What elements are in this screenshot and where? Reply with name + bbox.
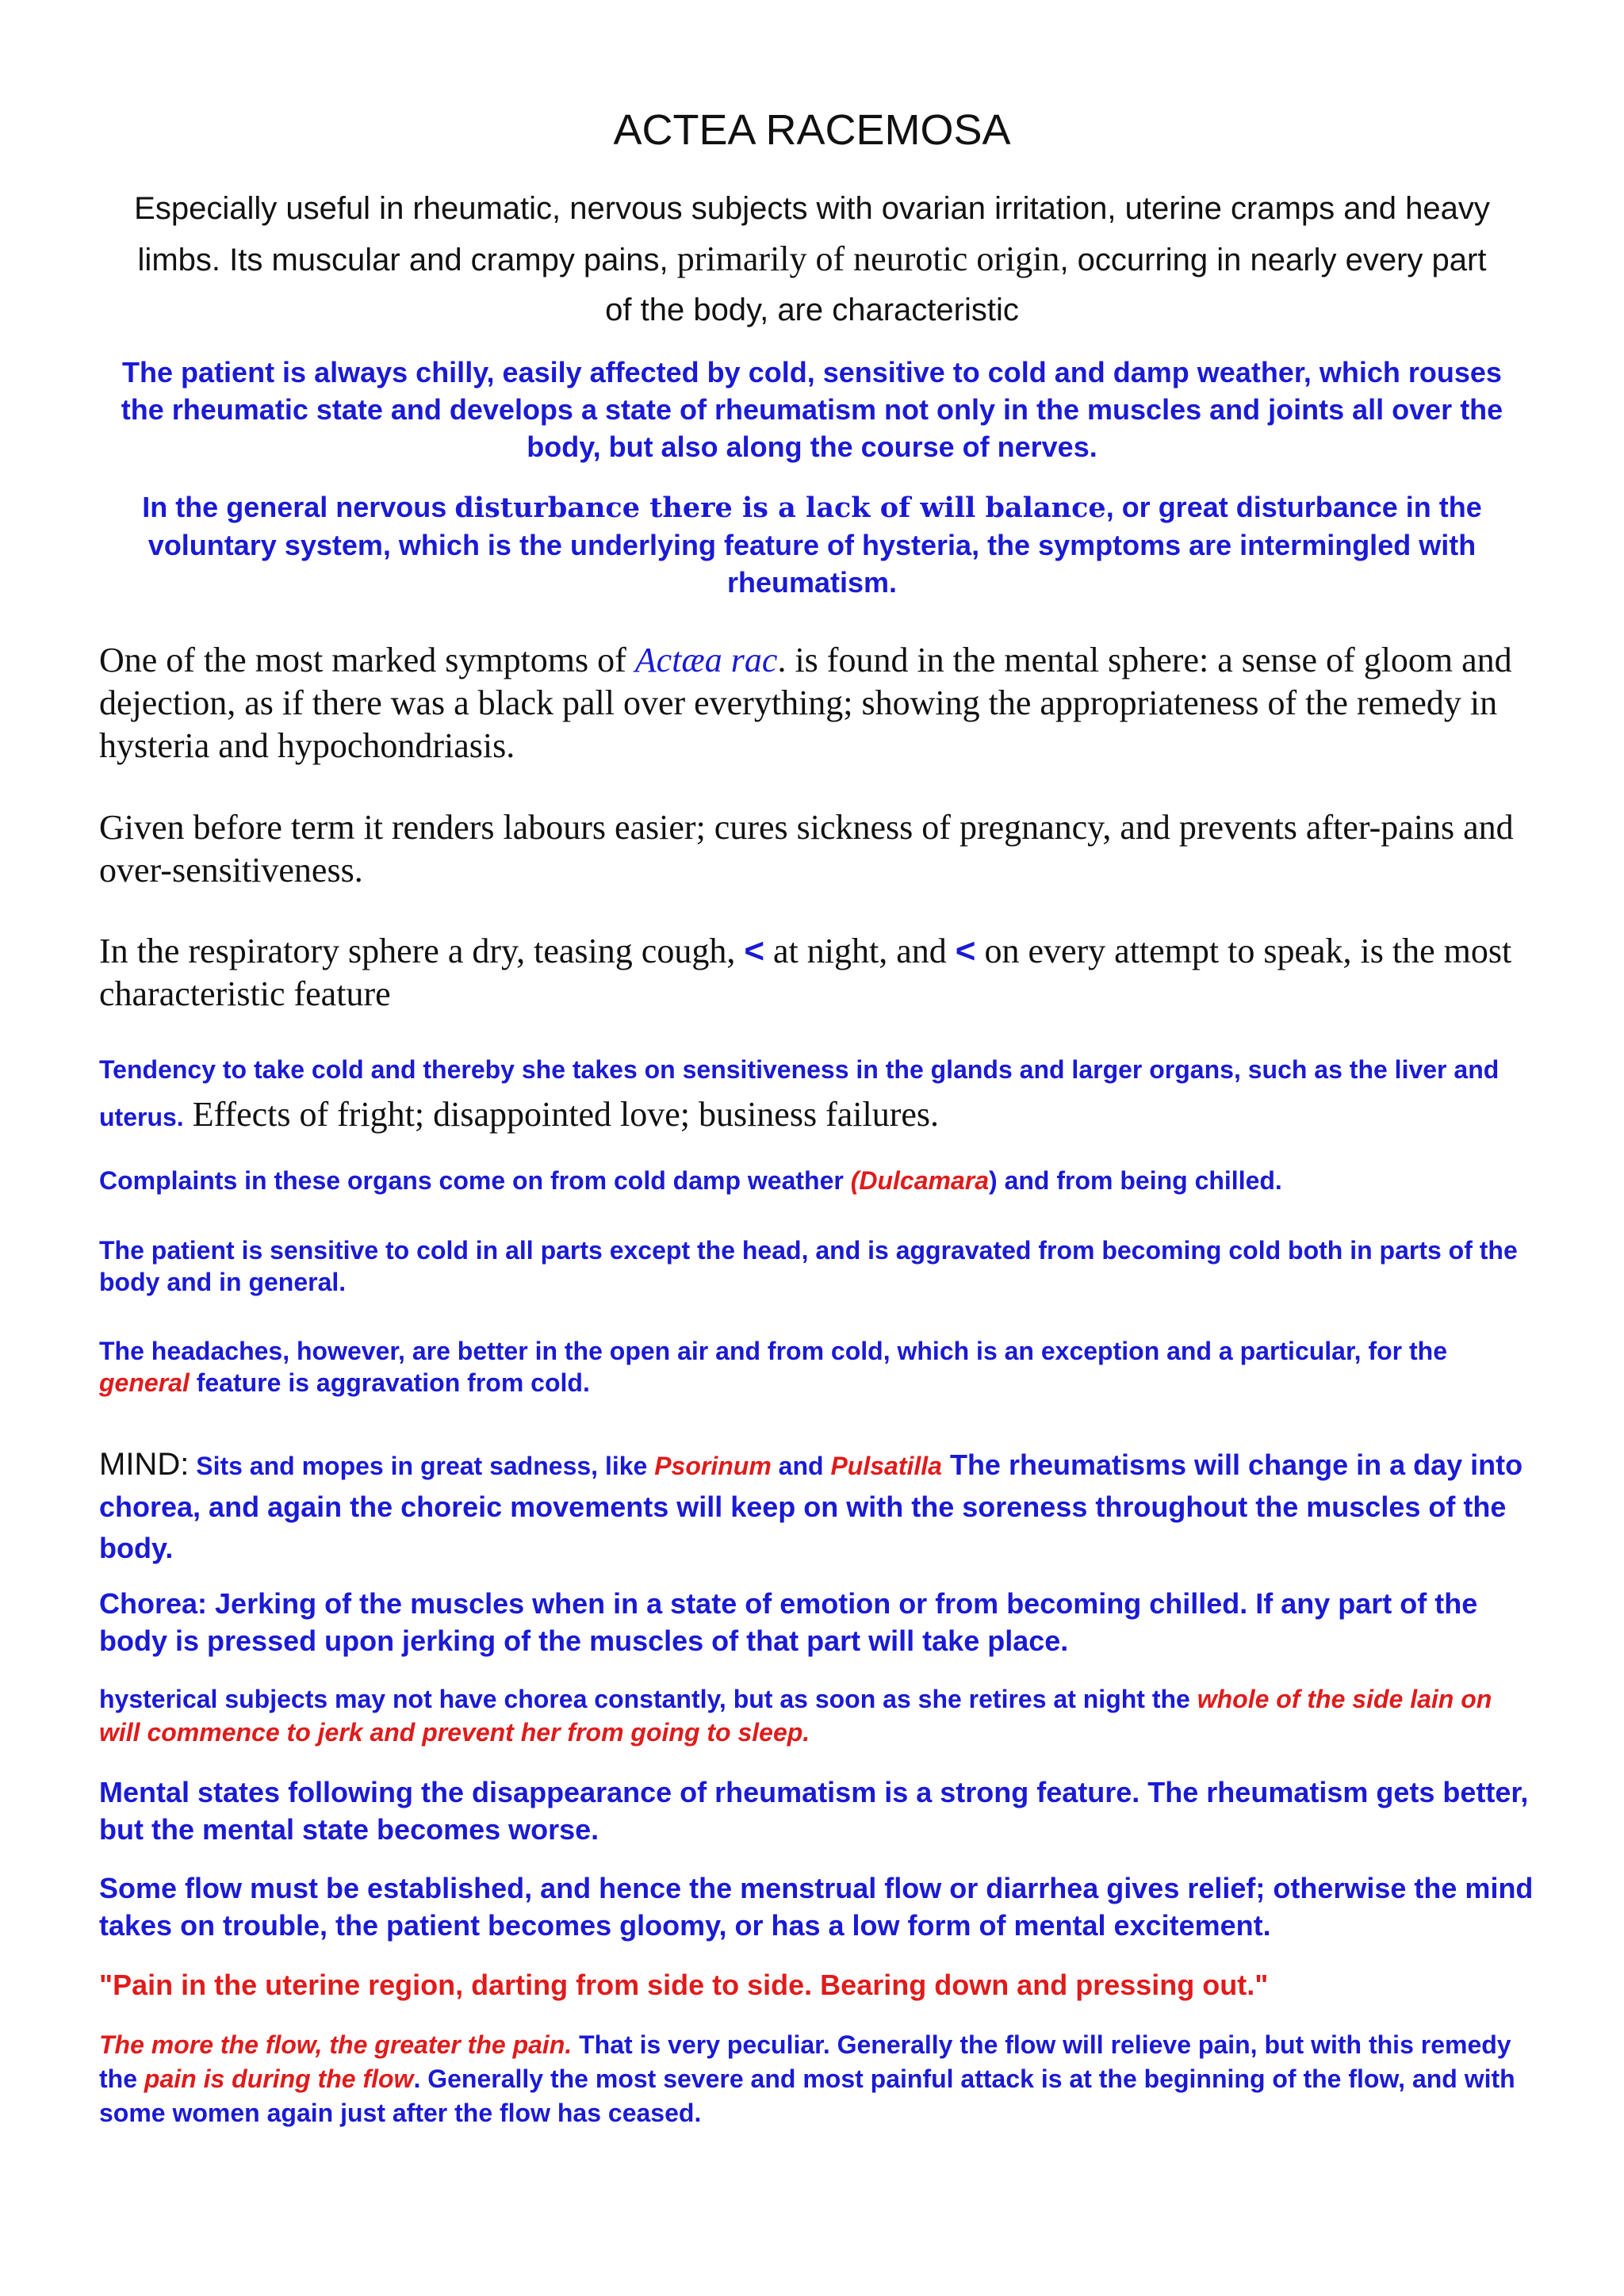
complaints-paragraph [99, 1164, 1534, 1197]
hysterical-text-emphasis: whole of the side lain on will commence to jerk and prevent her from going to sleep. [99, 1685, 1492, 1747]
tendency-paragraph [99, 1050, 1534, 1142]
paren-close: ) [989, 1166, 998, 1195]
general-emphasis: general [99, 1368, 190, 1397]
remedy-name-psorinum: Psorinum [654, 1452, 772, 1480]
mind-paragraph [99, 1444, 1534, 1569]
mind-label: MIND: [99, 1447, 190, 1482]
nervous-text-emphasis: disturbance there is a lack of will balance [454, 492, 1106, 524]
intro-text-emphasis: primarily of neurotic origin [676, 239, 1060, 278]
hysterical-text-1: hysterical subjects may not have chorea constantly, but as soon as she retires at night the [99, 1685, 1197, 1713]
intro-text-2: , occurring in nearly every part of the body, are characteristic [605, 243, 1487, 327]
nervous-text-1: In the general nervous [142, 491, 455, 523]
pain-quote-paragraph: "Pain in the uterine region, darting from side to side. Bearing down and pressing out." [99, 1969, 1269, 2001]
mental-text-1: One of the most marked symptoms of [99, 641, 635, 679]
hysterical-paragraph [99, 1682, 1534, 1749]
page-title: ACTEA RACEMOSA [613, 106, 1011, 154]
flow-relief-paragraph: Some flow must be established, and hence the menstrual flow or diarrhea gives relief; otherwise the mind takes on trouble, the patient becomes gloomy, or has a low form of mental excitement. [99, 1872, 1534, 1942]
headache-text-2: feature is aggravation from cold. [189, 1368, 590, 1397]
nervous-paragraph [111, 488, 1513, 601]
cough-text-1: In the respiratory sphere a dry, teasing cough, [99, 932, 745, 970]
paren-open: ( [850, 1166, 860, 1195]
worse-symbol: < [955, 932, 976, 970]
peculiar-text-emphasis-2: pain is during the flow [144, 2064, 414, 2093]
mind-text-1: Sits and mopes in great sadness, like [189, 1452, 655, 1480]
sensitive-paragraph: The patient is sensitive to cold in all parts except the head, and is aggravated from becoming cold both in parts of the body and in general. [99, 1236, 1518, 1296]
complaints-text-2: and from being chilled. [997, 1166, 1282, 1195]
remedy-name-pulsatilla: Pulsatilla [830, 1452, 942, 1480]
labour-paragraph: Given before term it renders labours easier; cures sickness of pregnancy, and prevents after-pains and over-sensitiveness. [99, 808, 1514, 890]
nervous-text-2: , or great disturbance in the voluntary system, which is the underlying feature of hysteria, the symptoms are intermingled with rheumatism. [147, 491, 1482, 599]
chorea-paragraph: Chorea: Jerking of the muscles when in a state of emotion or from becoming chilled. If any part of the body is pressed upon jerking of the muscles of that part will take place. [99, 1587, 1478, 1657]
peculiar-text-emphasis-1: The more the flow, the greater the pain. [99, 2030, 573, 2059]
remedy-name-actaea: Actæa rac [634, 641, 778, 679]
complaints-text-1: Complaints in these organs come on from cold damp weather [99, 1166, 851, 1195]
mental-states-paragraph: Mental states following the disappearance of rheumatism is a strong feature. The rheumatism gets better, but the mental state becomes worse. [99, 1776, 1529, 1846]
chilly-paragraph: The patient is always chilly, easily affected by cold, sensitive to cold and damp weather, which rouses the rheumatic state and develops a state of rheumatism not only in the muscles and joints all over the body, but also along the course of nerves. [121, 356, 1503, 463]
intro-text-1: Especially useful in rheumatic, nervous subjects with ovarian irritation, uterine cramps and heavy limbs. Its muscular and crampy pains, [134, 191, 1490, 277]
mental-sphere-paragraph [99, 639, 1534, 767]
cough-text-2: at night, and [764, 932, 956, 970]
peculiar-text-2: . Generally the most severe and most painful attack is at the beginning of the flow, and with some women again just after the flow has ceased. [99, 2064, 1515, 2127]
remedy-name-dulcamara: Dulcamara [859, 1166, 990, 1195]
tendency-text-1: Tendency to take cold and thereby she takes on sensitiveness in the glands and larger organs, such as the liver and uterus. [99, 1055, 1500, 1131]
tendency-text-2: Effects of fright; disappointed love; business failures. [183, 1095, 940, 1134]
worse-symbol: < [744, 932, 765, 970]
peculiar-text-1: That is very peculiar. Generally the flow will relieve pain, but with this remedy the [99, 2030, 1511, 2093]
peculiar-paragraph [99, 2028, 1534, 2130]
headache-text-1: The headaches, however, are better in the open air and from cold, which is an exception and a particular, for the [99, 1337, 1447, 1365]
cough-paragraph [99, 930, 1534, 1016]
cough-text-3: on every attempt to speak, is the most characteristic feature [99, 932, 1512, 1013]
mind-text-2: The rheumatisms will change in a day into chorea, and again the choreic movements will keep on with the soreness throughout the muscles of the body. [99, 1448, 1523, 1564]
headache-paragraph [99, 1335, 1534, 1399]
mind-and: and [771, 1452, 831, 1480]
intro-paragraph [127, 184, 1497, 335]
mental-text-2: . is found in the mental sphere: a sense of gloom and dejection, as if there was a black pall over everything; showing the appropriateness of the remedy in hysteria and hypochondriasis. [99, 641, 1512, 765]
